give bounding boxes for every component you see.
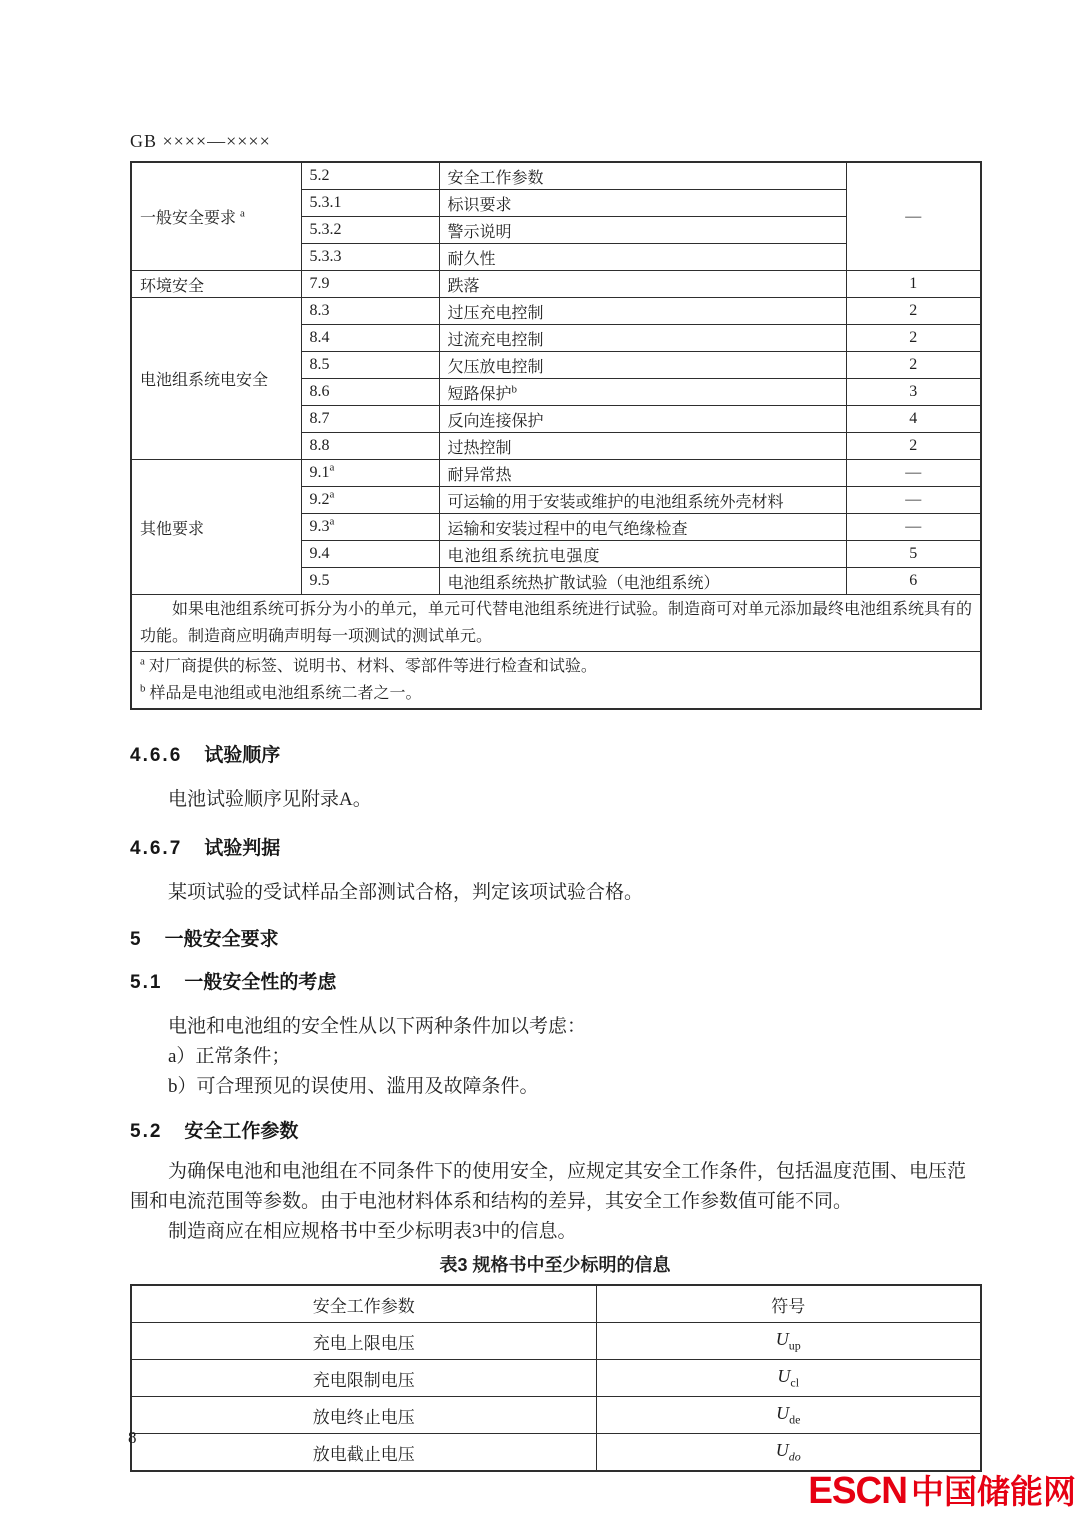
section-number: 4.6.7	[130, 838, 183, 859]
clause-cell: 8.7	[301, 406, 439, 433]
group-cell-general-safety	[131, 162, 301, 271]
footnote-text: 样品是电池组或电池组系统二者之一。	[149, 685, 422, 702]
symbol-subscript: do	[788, 1449, 801, 1464]
symbol-cell	[596, 1323, 981, 1360]
section-heading-5-2	[130, 1116, 980, 1143]
section-number: 5.2	[130, 1121, 163, 1142]
table-note-text: 如果电池组系统可拆分为小的单元，单元可代替电池组系统进行试验。制造商可对单元添加最终电池组系统具有的功能。制造商应明确声明每一项测试的测试单元。	[140, 601, 973, 645]
clause-cell: 8.6	[301, 379, 439, 406]
test-items-table	[130, 161, 982, 710]
spec-parameters-table	[130, 1284, 982, 1472]
symbol-subscript: de	[789, 1412, 801, 1427]
section-title: 试验判据	[204, 838, 281, 859]
table-row	[131, 162, 981, 190]
clause-cell: 5.2	[301, 162, 439, 190]
table-row	[131, 271, 981, 298]
section-heading-4-6-6	[130, 740, 980, 767]
group-cell-other-requirements: 其他要求	[131, 460, 301, 595]
list-item-b: b）可合理预见的误使用、滥用及故障条件。	[168, 1076, 539, 1097]
section-heading-4-6-7	[130, 833, 980, 860]
sample-count-cell: 3	[846, 379, 981, 406]
sample-count-cell: 2	[846, 325, 981, 352]
escn-logo-chinese-text: 中国储能网	[911, 1473, 1076, 1510]
parameter-cell: 放电终止电压	[131, 1397, 596, 1434]
clause-cell: 8.8	[301, 433, 439, 460]
table-row	[131, 1397, 981, 1434]
item-cell: 标识要求	[439, 190, 846, 217]
symbol-cell	[596, 1397, 981, 1434]
footnote-marker: a	[329, 488, 335, 501]
clause-cell	[301, 514, 439, 541]
footnote-marker: b	[140, 682, 146, 695]
symbol-subscript: up	[788, 1338, 801, 1353]
item-cell: 电池组系统热扩散试验（电池组系统）	[439, 568, 846, 595]
standard-number-header: GB ××××—××××	[130, 131, 271, 151]
parameter-cell: 充电限制电压	[131, 1360, 596, 1397]
symbol-base: U	[777, 1365, 791, 1386]
table-footnote-row	[131, 652, 981, 710]
item-cell: 耐异常热	[439, 460, 846, 487]
sample-count-cell: —	[846, 514, 981, 541]
footnote-marker: a	[240, 207, 245, 220]
list-item-a: a）正常条件；	[168, 1046, 291, 1067]
sample-count-cell: 5	[846, 541, 981, 568]
item-cell: 欠压放电控制	[439, 352, 846, 379]
section-body-5-2-p1: 为确保电池和电池组在不同条件下的使用安全，应规定其安全工作条件，包括温度范围、电压范围和电流范围等参数。由于电池材料体系和结构的差异，其安全工作参数值可能不同。	[130, 1161, 967, 1212]
clause-cell	[301, 487, 439, 514]
footnote-text: 对厂商提供的标签、说明书、材料、零部件等进行检查和试验。	[148, 658, 597, 675]
sample-count-cell: 4	[846, 406, 981, 433]
section-body-4-6-6: 电池试验顺序见附录A。	[168, 789, 372, 810]
page-number: 8	[128, 1428, 137, 1447]
section-lead-5-1: 电池和电池组的安全性从以下两种条件加以考虑：	[168, 1016, 587, 1037]
group-label: 一般安全要求	[140, 210, 237, 227]
footnote-marker: a	[329, 515, 335, 528]
escn-logo	[808, 1466, 1076, 1513]
item-label: 短路保护	[447, 385, 512, 403]
item-cell: 运输和安装过程中的电气绝缘检查	[439, 514, 846, 541]
sample-count-cell: —	[846, 460, 981, 487]
escn-logo-text: ESCN	[808, 1469, 907, 1512]
clause-cell: 8.4	[301, 325, 439, 352]
clause-label: 9.2	[309, 491, 330, 508]
table-footnote-cell	[131, 652, 981, 710]
sample-count-cell: 2	[846, 352, 981, 379]
section-heading-5	[130, 924, 980, 951]
table-header-row	[131, 1285, 981, 1323]
clause-label: 9.3	[309, 518, 330, 535]
item-cell: 反向连接保护	[439, 406, 846, 433]
table-row	[131, 460, 981, 487]
section-title: 一般安全性的考虑	[184, 972, 337, 993]
clause-cell: 5.3.3	[301, 244, 439, 271]
item-cell: 可运输的用于安装或维护的电池组系统外壳材料	[439, 487, 846, 514]
footnote-a	[140, 653, 972, 680]
clause-cell: 7.9	[301, 271, 439, 298]
table-note-cell	[131, 595, 981, 652]
footnote-marker: a	[140, 655, 145, 668]
footnote-marker: a	[329, 461, 335, 474]
clause-cell: 9.5	[301, 568, 439, 595]
table-row	[131, 1360, 981, 1397]
sample-count-cell: 2	[846, 298, 981, 325]
symbol-base: U	[775, 1328, 789, 1349]
section-number: 5	[130, 929, 143, 950]
sample-count-cell: —	[846, 162, 981, 271]
footnote-b	[140, 680, 972, 707]
table3-caption: 表3 规格书中至少标明的信息	[439, 1255, 671, 1275]
symbol-subscript: cl	[790, 1375, 800, 1390]
parameter-cell: 放电截止电压	[131, 1434, 596, 1472]
sample-count-cell: 1	[846, 271, 981, 298]
item-cell: 耐久性	[439, 244, 846, 271]
symbol-cell	[596, 1360, 981, 1397]
sample-count-cell: 6	[846, 568, 981, 595]
symbol-base: U	[776, 1402, 790, 1423]
clause-cell: 9.4	[301, 541, 439, 568]
symbol-base: U	[775, 1439, 789, 1460]
item-cell: 警示说明	[439, 217, 846, 244]
clause-cell: 8.3	[301, 298, 439, 325]
table-row	[131, 298, 981, 325]
group-cell-electrical-safety: 电池组系统电安全	[131, 298, 301, 460]
clause-label: 9.1	[309, 464, 330, 481]
item-cell: 过流充电控制	[439, 325, 846, 352]
section-title: 一般安全要求	[164, 929, 279, 950]
section-body-5-2-p2: 制造商应在相应规格书中至少标明表3中的信息。	[168, 1221, 577, 1242]
section-body-4-6-7: 某项试验的受试样品全部测试合格，判定该项试验合格。	[168, 882, 644, 903]
section-number: 5.1	[130, 972, 163, 993]
item-cell: 安全工作参数	[439, 162, 846, 190]
sample-count-cell: —	[846, 487, 981, 514]
table-note-row	[131, 595, 981, 652]
clause-cell: 8.5	[301, 352, 439, 379]
column-header-symbol: 符号	[596, 1285, 981, 1323]
item-cell: 电池组系统抗电强度	[439, 541, 846, 568]
section-title: 安全工作参数	[184, 1121, 299, 1142]
section-heading-5-1	[130, 967, 980, 994]
item-cell	[439, 379, 846, 406]
clause-cell: 5.3.1	[301, 190, 439, 217]
section-number: 4.6.6	[130, 745, 183, 766]
parameter-cell: 充电上限电压	[131, 1323, 596, 1360]
item-cell: 跌落	[439, 271, 846, 298]
footnote-marker: b	[511, 383, 518, 396]
table-row	[131, 1323, 981, 1360]
group-cell-environment-safety: 环境安全	[131, 271, 301, 298]
section-title: 试验顺序	[204, 745, 281, 766]
item-cell: 过热控制	[439, 433, 846, 460]
clause-cell	[301, 460, 439, 487]
column-header-parameter: 安全工作参数	[131, 1285, 596, 1323]
item-cell: 过压充电控制	[439, 298, 846, 325]
clause-cell: 5.3.2	[301, 217, 439, 244]
sample-count-cell: 2	[846, 433, 981, 460]
